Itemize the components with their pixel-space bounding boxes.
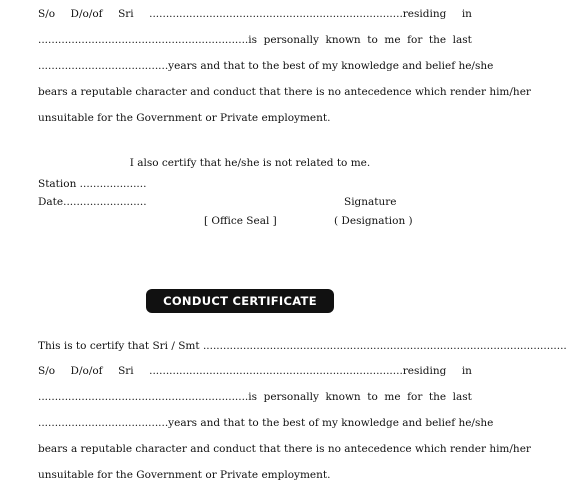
signature-label: Signature [344,196,397,208]
not-related-statement: I also certify that he/she is not related to me. [129,157,371,169]
conduct-certificate-title: CONDUCT CERTIFICATE [146,289,334,313]
block1-line1 [38,8,472,20]
do-of-label: D/o/of [70,8,103,20]
block2-line2 [38,391,472,403]
years-text: years and that to the best of my knowledge and belief he/she [168,60,494,72]
block1-line2 [38,34,472,46]
word: last [452,391,472,403]
word: known [325,34,361,46]
word: personally [263,34,319,46]
word: the [428,391,447,403]
in-word: in [461,365,472,377]
station-field: Station .................... [38,178,147,190]
so-label: S/o [38,365,56,377]
word: to [367,34,378,46]
in-word: in [461,8,472,20]
block1-line3 [38,60,494,72]
years-text: years and that to the best of my knowledge and belief he/she [168,417,494,429]
certify-intro: This is to certify that Sri / Smt ............................................................................................................. [38,340,567,352]
word: the [428,34,447,46]
word: personally [263,391,319,403]
designation-label: ( Designation ) [334,215,413,227]
known-blank: ...............................................................is [38,391,258,403]
sri-label: Sri [118,365,134,377]
sri-label: Sri [118,8,134,20]
so-label: S/o [38,8,56,20]
date-field: Date......................... [38,196,147,208]
block2-line4: bears a reputable character and conduct that there is no antecedence which render him/her [38,443,531,455]
block1-line5: unsuitable for the Government or Private employment. [38,112,331,124]
word: me [384,391,401,403]
years-blank: ....................................... [38,60,169,72]
block1-line4: bears a reputable character and conduct that there is no antecedence which render him/her [38,86,531,98]
residing-blank: ............................................................................residing [149,365,447,377]
known-blank: ...............................................................is [38,34,258,46]
word: known [325,391,361,403]
word: last [452,34,472,46]
word: to [367,391,378,403]
word: me [384,34,401,46]
block2-line1 [38,365,472,377]
years-blank: ....................................... [38,417,169,429]
do-of-label: D/o/of [70,365,103,377]
office-seal-label: [ Office Seal ] [204,215,277,227]
word: for [407,391,423,403]
block2-line5: unsuitable for the Government or Private employment. [38,469,331,481]
block2-line3 [38,417,494,429]
word: for [407,34,423,46]
residing-blank: ............................................................................residing [149,8,447,20]
